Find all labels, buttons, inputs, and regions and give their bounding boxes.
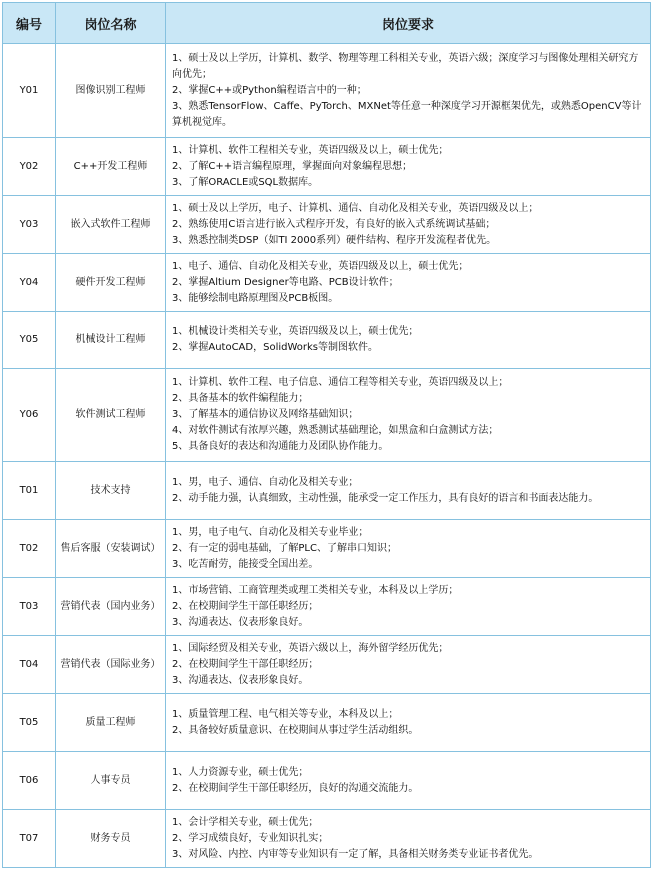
requirement-line: 3、了解ORACLE或SQL数据库。: [172, 176, 319, 188]
position-requirements: [166, 520, 651, 578]
requirement-line: 2、熟练使用C语言进行嵌入式程序开发，有良好的嵌入式系统调试基础；: [172, 218, 496, 230]
requirement-line: 4、对软件测试有浓厚兴趣，熟悉测试基础理论，如黑盒和白盒测试方法；: [172, 425, 499, 436]
requirement-line: 2、具备较好质量意识、在校期间从事过学生活动组织。: [172, 724, 419, 736]
requirement-line: 1、人力资源专业，硕士优先；: [172, 766, 309, 778]
table-row: [3, 462, 651, 520]
requirement-line: 5、具备良好的表达和沟通能力及团队协作能力。: [172, 441, 389, 452]
requirement-line: 2、学习成绩良好，专业知识扎实；: [172, 832, 329, 844]
requirement-line: 2、在校期间学生干部任职经历；: [172, 658, 319, 670]
position-title: 图像识别工程师: [56, 44, 166, 138]
position-code: Y04: [3, 254, 56, 312]
table-row: [3, 694, 651, 752]
position-requirements: [166, 44, 651, 138]
table-row: [3, 636, 651, 694]
position-code: T01: [3, 462, 56, 520]
requirement-line: 1、国际经贸及相关专业，英语六级以上，海外留学经历优先；: [172, 642, 449, 654]
requirement-line: 2、掌握Altium Designer等电路、PCB设计软件；: [172, 276, 399, 288]
requirement-line: 1、计算机、软件工程、电子信息、通信工程等相关专业，英语四级及以上；: [172, 377, 509, 388]
position-requirements: [166, 312, 651, 369]
requirement-line: 1、机械设计类相关专业，英语四级及以上，硕士优先；: [172, 326, 419, 337]
position-code: Y01: [3, 44, 56, 138]
position-code: T06: [3, 752, 56, 810]
table-row: [3, 312, 651, 369]
position-code: T03: [3, 578, 56, 636]
requirement-line: 2、有一定的弱电基础，了解PLC、了解串口知识；: [172, 542, 397, 554]
requirement-line: 3、对风险、内控、内审等专业知识有一定了解，具备相关财务类专业证书者优先。: [172, 848, 539, 860]
requirement-line: 3、能够绘制电路原理图及PCB板图。: [172, 292, 339, 304]
position-requirements: [166, 810, 651, 868]
position-code: T07: [3, 810, 56, 868]
requirement-line: 2、在校期间学生干部任职经历，良好的沟通交流能力。: [172, 782, 419, 794]
position-code: Y06: [3, 369, 56, 462]
position-title: 售后客服（安装调试）: [56, 520, 166, 578]
table-row: [3, 196, 651, 254]
table-row: [3, 254, 651, 312]
position-title: 软件测试工程师: [56, 369, 166, 462]
requirement-line: 3、熟悉TensorFlow、Caffe、PyTorch、MXNet等任意一种深度学习开源框架优先，或熟悉OpenCV等计算机视觉库。: [172, 100, 642, 128]
requirement-line: 3、沟通表达、仪表形象良好。: [172, 616, 309, 628]
job-requirements-table: [2, 2, 651, 868]
requirement-line: 2、具备基本的软件编程能力；: [172, 393, 309, 404]
requirement-line: 3、了解基本的通信协议及网络基础知识；: [172, 409, 359, 420]
position-title: C++开发工程师: [56, 138, 166, 196]
requirement-line: 1、硕士及以上学历，电子、计算机、通信、自动化及相关专业，英语四级及以上；: [172, 202, 539, 214]
requirement-line: 1、质量管理工程、电气相关等专业，本科及以上；: [172, 708, 399, 720]
requirement-line: 2、动手能力强，认真细致，主动性强，能承受一定工作压力，具有良好的语言和书面表达能力。: [172, 492, 599, 504]
requirement-line: 3、熟悉控制类DSP（如TI 2000系列）硬件结构、程序开发流程者优先。: [172, 234, 497, 246]
position-code: T04: [3, 636, 56, 694]
requirement-line: 1、会计学相关专业，硕士优先；: [172, 816, 319, 828]
position-title: 嵌入式软件工程师: [56, 196, 166, 254]
table-row: [3, 138, 651, 196]
position-title: 人事专员: [56, 752, 166, 810]
table-row: [3, 369, 651, 462]
position-title: 机械设计工程师: [56, 312, 166, 369]
position-requirements: [166, 369, 651, 462]
position-title: 质量工程师: [56, 694, 166, 752]
position-title: 财务专员: [56, 810, 166, 868]
position-requirements: [166, 254, 651, 312]
position-requirements: [166, 196, 651, 254]
position-requirements: [166, 462, 651, 520]
requirement-line: 3、吃苦耐劳，能接受全国出差。: [172, 558, 319, 570]
requirement-line: 1、市场营销、工商管理类或理工类相关专业，本科及以上学历；: [172, 584, 459, 596]
position-requirements: [166, 578, 651, 636]
position-code: Y02: [3, 138, 56, 196]
table-row: [3, 810, 651, 868]
requirement-line: 1、电子、通信、自动化及相关专业，英语四级及以上，硕士优先；: [172, 260, 469, 272]
requirement-line: 1、男，电子电气、自动化及相关专业毕业；: [172, 526, 369, 538]
position-requirements: [166, 138, 651, 196]
table-header-row: [3, 3, 651, 44]
position-code: Y05: [3, 312, 56, 369]
requirement-line: 2、在校期间学生干部任职经历；: [172, 600, 319, 612]
position-code: T02: [3, 520, 56, 578]
header-code: 编号: [3, 3, 56, 44]
position-requirements: [166, 694, 651, 752]
position-requirements: [166, 636, 651, 694]
table-row: [3, 44, 651, 138]
requirement-line: 2、了解C++语言编程原理，掌握面向对象编程思想；: [172, 160, 413, 172]
table-row: [3, 520, 651, 578]
requirement-line: 1、男，电子、通信、自动化及相关专业；: [172, 476, 359, 488]
position-code: Y03: [3, 196, 56, 254]
header-position-name: 岗位名称: [56, 3, 166, 44]
requirement-line: 1、硕士及以上学历，计算机、数学、物理等理工科相关专业，英语六级；深度学习与图像处理相关研究方向优先；: [172, 52, 639, 80]
position-title: 硬件开发工程师: [56, 254, 166, 312]
position-title: 营销代表（国内业务）: [56, 578, 166, 636]
table-row: [3, 752, 651, 810]
position-title: 技术支持: [56, 462, 166, 520]
position-title: 营销代表（国际业务）: [56, 636, 166, 694]
position-requirements: [166, 752, 651, 810]
header-requirements: 岗位要求: [166, 3, 651, 44]
requirement-line: 2、掌握AutoCAD，SolidWorks等制图软件。: [172, 342, 379, 353]
requirement-line: 2、掌握C++或Python编程语言中的一种；: [172, 84, 367, 96]
requirement-line: 1、计算机、软件工程相关专业，英语四级及以上，硕士优先；: [172, 144, 449, 156]
requirement-line: 3、沟通表达、仪表形象良好。: [172, 674, 309, 686]
table-row: [3, 578, 651, 636]
position-code: T05: [3, 694, 56, 752]
